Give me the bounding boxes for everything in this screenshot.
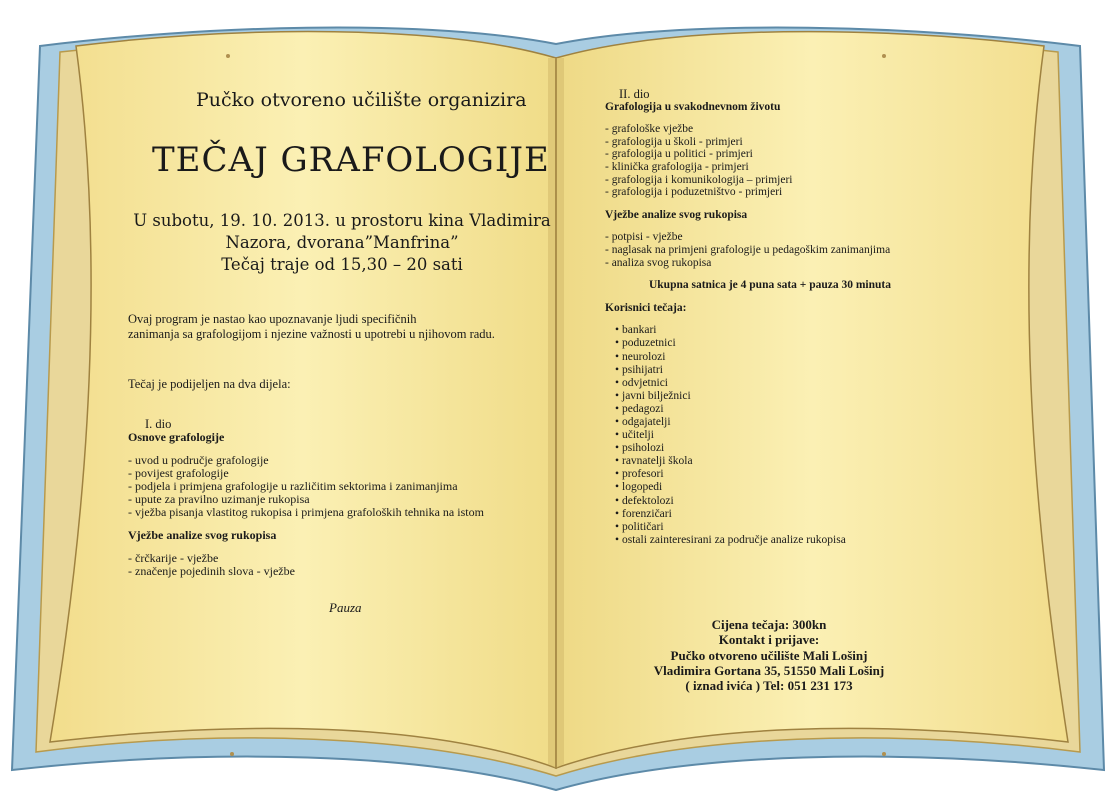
user-list-item: • odgajatelji xyxy=(605,416,935,429)
part-two-title: Grafologija u svakodnevnom životu xyxy=(605,100,781,113)
part-one-item: - vježba pisanja vlastitog rukopisa i primjena grafoloških tehnika na istom xyxy=(128,505,484,519)
part-two-item: - grafologija i poduzetništvo - primjeri xyxy=(605,186,783,199)
user-list-item: • defektolozi xyxy=(605,495,935,508)
left-exercise-title: Vježbe analize svog rukopisa xyxy=(128,528,277,542)
right-exercise-item: - potpisi - vježbe xyxy=(605,231,683,244)
date-venue-block xyxy=(132,210,552,276)
user-list-item: • ravnatelji škola xyxy=(605,455,935,468)
contact-phone: ( iznad ivića ) Tel: 051 231 173 xyxy=(685,678,853,694)
part-two-heading: II. dio xyxy=(619,87,650,101)
right-exercise-item: - analiza svog rukopisa xyxy=(605,256,712,269)
right-exercise-title: Vježbe analize svog rukopisa xyxy=(605,208,748,221)
parts-intro: Tečaj je podijeljen na dva dijela: xyxy=(128,377,291,391)
user-list-item: • ostali zainteresirani za područje analize rukopisa xyxy=(605,534,935,547)
user-list-item: • profesori xyxy=(605,468,935,481)
course-title: TEČAJ GRAFOLOGIJE xyxy=(152,140,550,180)
intro-line-2: zanimanja sa grafologijom i njezine važnosti u upotrebi u njihovom radu. xyxy=(128,327,495,341)
date-line-1: U subotu, 19. 10. 2013. u prostoru kina Vladimira xyxy=(133,211,551,230)
user-list-item: • poduzetnici xyxy=(605,337,935,350)
right-exercise-item: - naglasak na primjeni grafologije u pedagoškim zanimanjima xyxy=(605,243,891,256)
part-one-item: - upute za pravilno uzimanje rukopisa xyxy=(128,492,310,506)
part-one-section xyxy=(128,418,548,578)
part-one-heading: I. dio xyxy=(145,417,172,431)
user-list-item: • odvjetnici xyxy=(605,377,935,390)
contact-organization: Pučko otvoreno učilište Mali Lošinj xyxy=(670,647,868,663)
intro-line-1: Ovaj program je nastao kao upoznavanje ljudi specifičnih xyxy=(128,312,417,326)
organizer-line: Pučko otvoreno učilište organizira xyxy=(196,89,527,111)
date-line-2: Nazora, dvorana”Manfrina” xyxy=(225,233,459,252)
part-two-item: - grafologija i komunikologija – primjeri xyxy=(605,173,793,186)
total-hours: Ukupna satnica je 4 puna sata + pauza 30 minuta xyxy=(648,279,892,292)
contact-block xyxy=(604,617,934,693)
left-exercise-item: - značenje pojedinih slova - vježbe xyxy=(128,564,295,578)
part-two-item: - grafologija u politici - primjeri xyxy=(605,148,753,161)
contact-title: Kontakt i prijave: xyxy=(718,632,820,648)
user-list-item: • neurolozi xyxy=(605,351,935,364)
part-two-item: - grafološke vježbe xyxy=(605,123,694,136)
part-one-item: - uvod u područje grafologije xyxy=(128,453,269,467)
price-line: Cijena tečaja: 300kn xyxy=(711,617,827,632)
user-list-item: • forenzičari xyxy=(605,508,935,521)
pause-label: Pauza xyxy=(329,600,362,615)
part-one-item: - povijest grafologije xyxy=(128,466,229,480)
part-two-item: - klinička grafologija - primjeri xyxy=(605,160,749,173)
contact-address: Vladimira Gortana 35, 51550 Mali Lošinj xyxy=(653,662,885,678)
user-list-item: • psiholozi xyxy=(605,442,935,455)
user-list-item: • logopedi xyxy=(605,481,935,494)
user-list-item: • psihijatri xyxy=(605,364,935,377)
user-list-item: • bankari xyxy=(605,324,935,337)
time-line: Tečaj traje od 15,30 – 20 sati xyxy=(221,255,463,274)
part-two-section xyxy=(605,88,935,547)
user-list-item: • političari xyxy=(605,521,935,534)
part-two-item: - grafologija u školi - primjeri xyxy=(605,135,743,148)
part-one-title: Osnove grafologije xyxy=(128,430,225,444)
intro-paragraph xyxy=(128,312,548,342)
users-title: Korisnici tečaja: xyxy=(605,301,687,314)
left-exercise-item: - črčkarije - vježbe xyxy=(128,551,219,565)
user-list-item: • pedagozi xyxy=(605,403,935,416)
part-one-item: - podjela i primjena grafologije u različitim sektorima i zanimanjima xyxy=(128,479,458,493)
user-list-item: • učitelji xyxy=(605,429,935,442)
user-list-item: • javni bilježnici xyxy=(605,390,935,403)
